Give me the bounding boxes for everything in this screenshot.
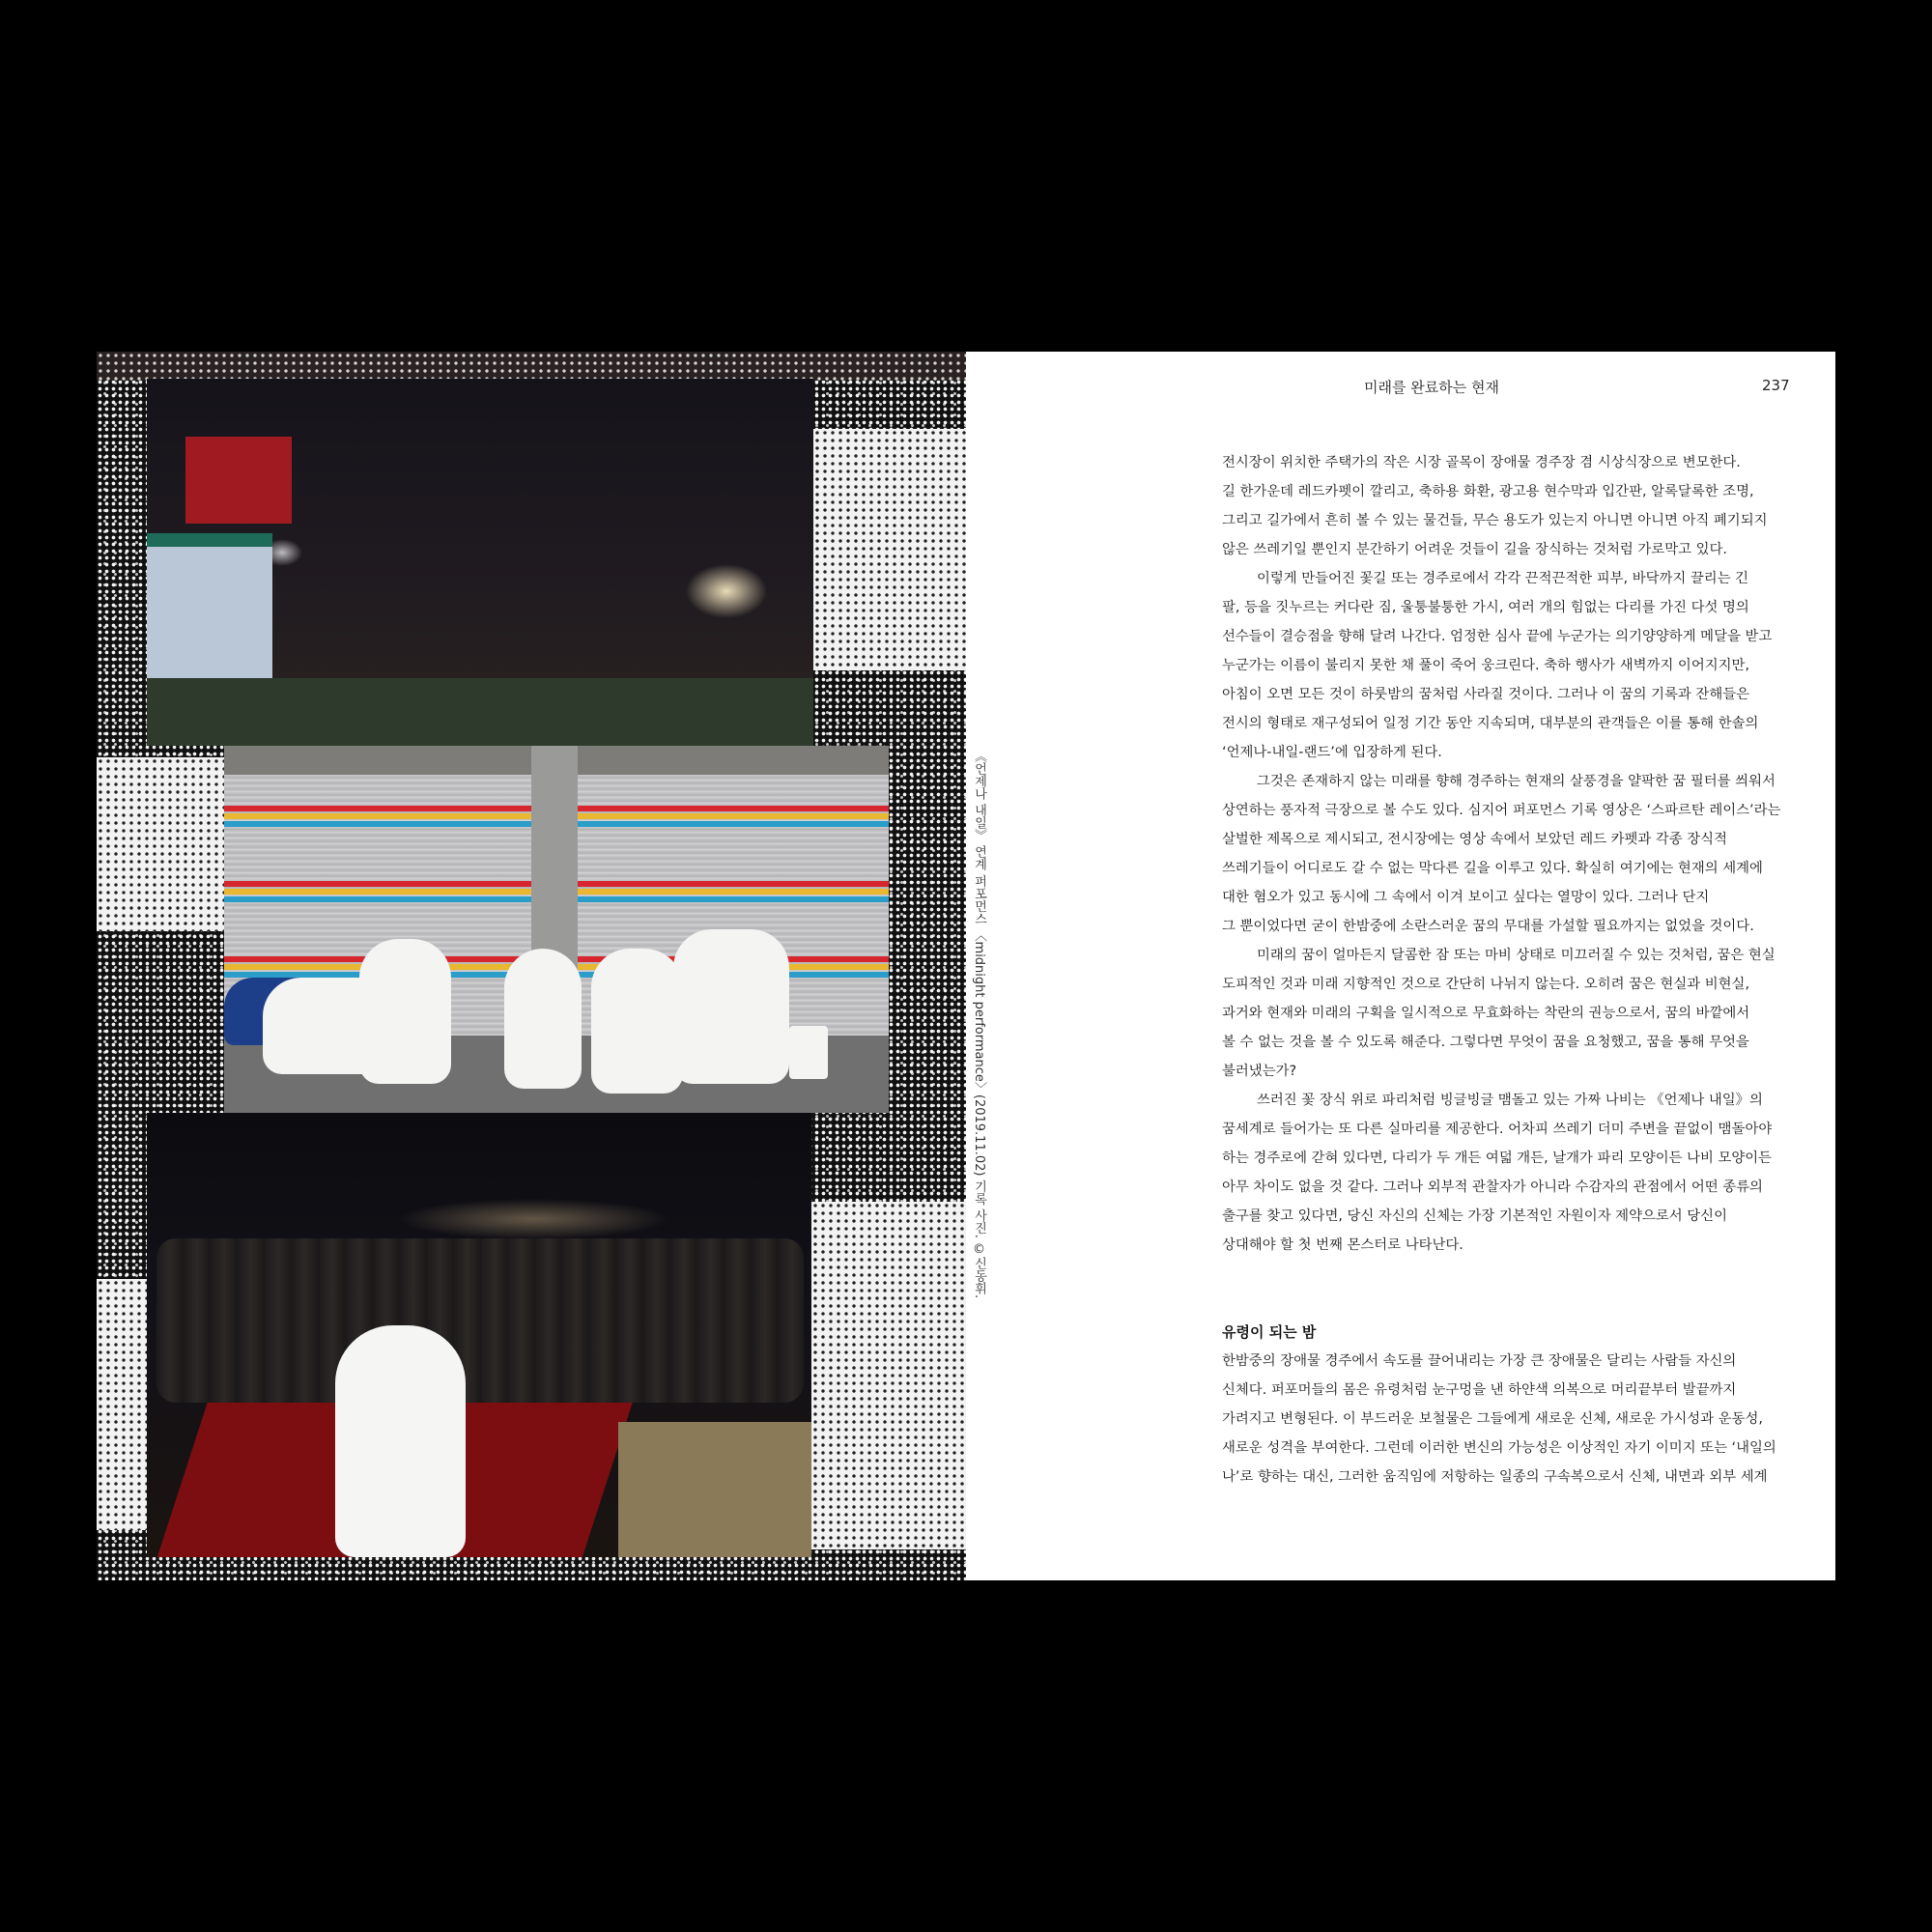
paragraph — [1222, 941, 1802, 1086]
text-line: 그 뿐이었다면 굳이 한밤중에 소란스러운 꿈의 무대를 가설할 필요까지는 없었을 것이다. — [1222, 919, 1754, 934]
dither-light-patch — [813, 429, 966, 670]
text-line: 그것은 존재하지 않는 미래를 향해 경주하는 현재의 살풍경을 얄팍한 꿈 필터를 씌워서 — [1257, 774, 1776, 789]
text-line: 이렇게 만들어진 꽃길 또는 경주로에서 각각 끈적끈적한 피부, 바닥까지 끌리는 긴 — [1257, 571, 1749, 586]
text-line: 새로운 성격을 부여한다. 그런데 이러한 변신의 가능성은 이상적인 자기 이미지 또는 ‘내일의 — [1222, 1440, 1776, 1456]
dither-light-patch — [97, 1279, 147, 1530]
ghost-performer-back — [335, 1325, 466, 1557]
text-line: 선수들이 결승점을 향해 달려 나간다. 엄정한 심사 끝에 누군가는 의기양양하게 메달을 받고 — [1222, 629, 1773, 644]
audience-crowd — [156, 1238, 804, 1403]
text-line: 꿈세계로 들어가는 또 다른 실마리를 제공한다. 어차피 쓰레기 더미 주변을 끝없이 맴돌아야 — [1222, 1122, 1773, 1137]
paragraph — [1222, 448, 1802, 564]
text-line: 과거와 현재와 미래의 구획을 일시적으로 무효화하는 착란의 권능으로서, 꿈의 바깥에서 — [1222, 1006, 1750, 1021]
text-line: 팔, 등을 짓누르는 커다란 짐, 울퉁불퉁한 가시, 여러 개의 힘없는 다리를 가진 다섯 명의 — [1222, 600, 1749, 615]
text-line: 가려지고 변형된다. 이 부드러운 보철물은 그들에게 새로운 신체, 새로운 가시성과 운동성, — [1222, 1411, 1763, 1427]
text-line: 나’로 향하는 대신, 그러한 움직임에 저항하는 일종의 구속복으로서 신체, 내면과 외부 세계 — [1222, 1469, 1768, 1485]
left-page-photo-collage — [97, 352, 966, 1580]
ghost-figure — [504, 949, 582, 1089]
paragraph — [1222, 564, 1802, 767]
book-spread — [97, 352, 1835, 1580]
shopping-bag — [789, 1026, 828, 1079]
text-line: 하는 경주로에 갇혀 있다면, 다리가 두 개든 여덟 개든, 날개가 파리 모양이든 나비 모양이든 — [1222, 1151, 1773, 1166]
text-line: 아침이 오면 모든 것이 하룻밤의 꿈처럼 사라질 것이다. 그러나 이 꿈의 기록과 잔해들은 — [1222, 687, 1750, 702]
street-ground — [147, 678, 813, 746]
photo-ghost-performers — [224, 746, 889, 1113]
page-number: 237 — [1762, 377, 1790, 394]
text-line: 신체다. 퍼포머들의 몸은 유령처럼 눈구멍을 낸 하얀색 의복으로 머리끝부터 발끝까지 — [1222, 1382, 1737, 1398]
ghost-figure — [359, 939, 451, 1084]
shop-sign — [185, 437, 292, 524]
text-line: 그리고 길가에서 흔히 볼 수 있는 물건들, 무슨 용도가 있는지 아니면 아니면 아직 폐기되지 — [1222, 513, 1768, 528]
road-surface — [618, 1422, 811, 1557]
section-heading: 유령이 되는 밤 — [1222, 1323, 1317, 1341]
text-line: 전시장이 위치한 주택가의 작은 시장 골목이 장애물 경주장 겸 시상식장으로 변모한다. — [1222, 455, 1741, 470]
text-line: 대한 혐오가 있고 동시에 그 속에서 이겨 보이고 싶다는 열망이 있다. 그러나 단지 — [1222, 890, 1710, 905]
text-line: 쓰레기들이 어디로도 갈 수 없는 막다른 길을 이루고 있다. 확실히 여기에는 현재의 세계에 — [1222, 861, 1763, 876]
text-line: 출구를 찾고 있다면, 당신 자신의 신체는 가장 기본적인 자원이자 제약으로서 당신이 — [1222, 1208, 1727, 1224]
text-line: 누군가는 이름이 불리지 못한 채 풀이 죽어 웅크린다. 축하 행사가 새벽까지 이어지지만, — [1222, 658, 1750, 673]
text-line: 미래의 꿈이 얼마든지 달콤한 잠 또는 마비 상태로 미끄러질 수 있는 것처럼, 꿈은 현실 — [1257, 948, 1776, 963]
text-line: 상연하는 풍자적 극장으로 볼 수도 있다. 심지어 퍼포먼스 기록 영상은 ‘스파르탄 레이스’라는 — [1222, 803, 1781, 818]
text-line: 않은 쓰레기일 뿐인지 분간하기 어려운 것들이 길을 장식하는 것처럼 가로막고 있다. — [1222, 542, 1727, 557]
body-text — [1222, 448, 1802, 1492]
photo-crowd-red-carpet — [147, 1113, 811, 1557]
right-page-text — [966, 352, 1835, 1580]
text-line: 쓰러진 꽃 장식 위로 파리처럼 빙글빙글 맴돌고 있는 가짜 나비는 《언제나 내일》의 — [1257, 1093, 1763, 1108]
text-line: 전시의 형태로 재구성되어 일정 기간 동안 지속되며, 대부분의 관객들은 이를 통해 한솔의 — [1222, 716, 1759, 731]
text-line: ‘언제나-내일-랜드’에 입장하게 된다. — [1222, 745, 1442, 760]
running-title: 미래를 완료하는 현재 — [1364, 379, 1499, 396]
text-line: 아무 차이도 없을 것 같다. 그러나 외부적 관찰자가 아니라 수감자의 관점에서 어떤 종류의 — [1222, 1179, 1763, 1195]
section-paragraph — [1222, 1347, 1802, 1492]
dither-top-band — [97, 352, 966, 381]
ghost-figure — [673, 929, 789, 1084]
photo-caption: 《언제나 내일》 연계 퍼포먼스 〈midnight performance〉(2019.11.02) 기록 사진. ©신동휘. — [972, 750, 986, 1299]
text-line: 불러냈는가? — [1222, 1064, 1297, 1079]
text-line: 상대해야 할 첫 번째 몬스터로 나타난다. — [1222, 1237, 1463, 1253]
text-line: 길 한가운데 레드카펫이 깔리고, 축하용 화환, 광고용 현수막과 입간판, 알록달록한 조명, — [1222, 484, 1754, 499]
text-line: 살벌한 제목으로 제시되고, 전시장에는 영상 속에서 보았던 레드 카펫과 각종 장식적 — [1222, 832, 1727, 847]
photo-night-street — [147, 379, 813, 746]
paragraph — [1222, 767, 1802, 941]
dither-light-patch — [97, 757, 224, 931]
text-line: 한밤중의 장애물 경주에서 속도를 끌어내리는 가장 큰 장애물은 달리는 사람들 자신의 — [1222, 1353, 1737, 1369]
ghost-figure — [591, 949, 683, 1094]
paragraph — [1222, 1086, 1802, 1260]
text-line: 도피적인 것과 미래 지향적인 것으로 간단히 나뉘지 않는다. 오히려 꿈은 현실과 비현실, — [1222, 977, 1750, 992]
dither-light-patch — [811, 1202, 966, 1549]
text-line: 볼 수 없는 것을 볼 수 있도록 해준다. 그렇다면 무엇이 꿈을 요청했고, 꿈을 통해 무엇을 — [1222, 1035, 1749, 1050]
